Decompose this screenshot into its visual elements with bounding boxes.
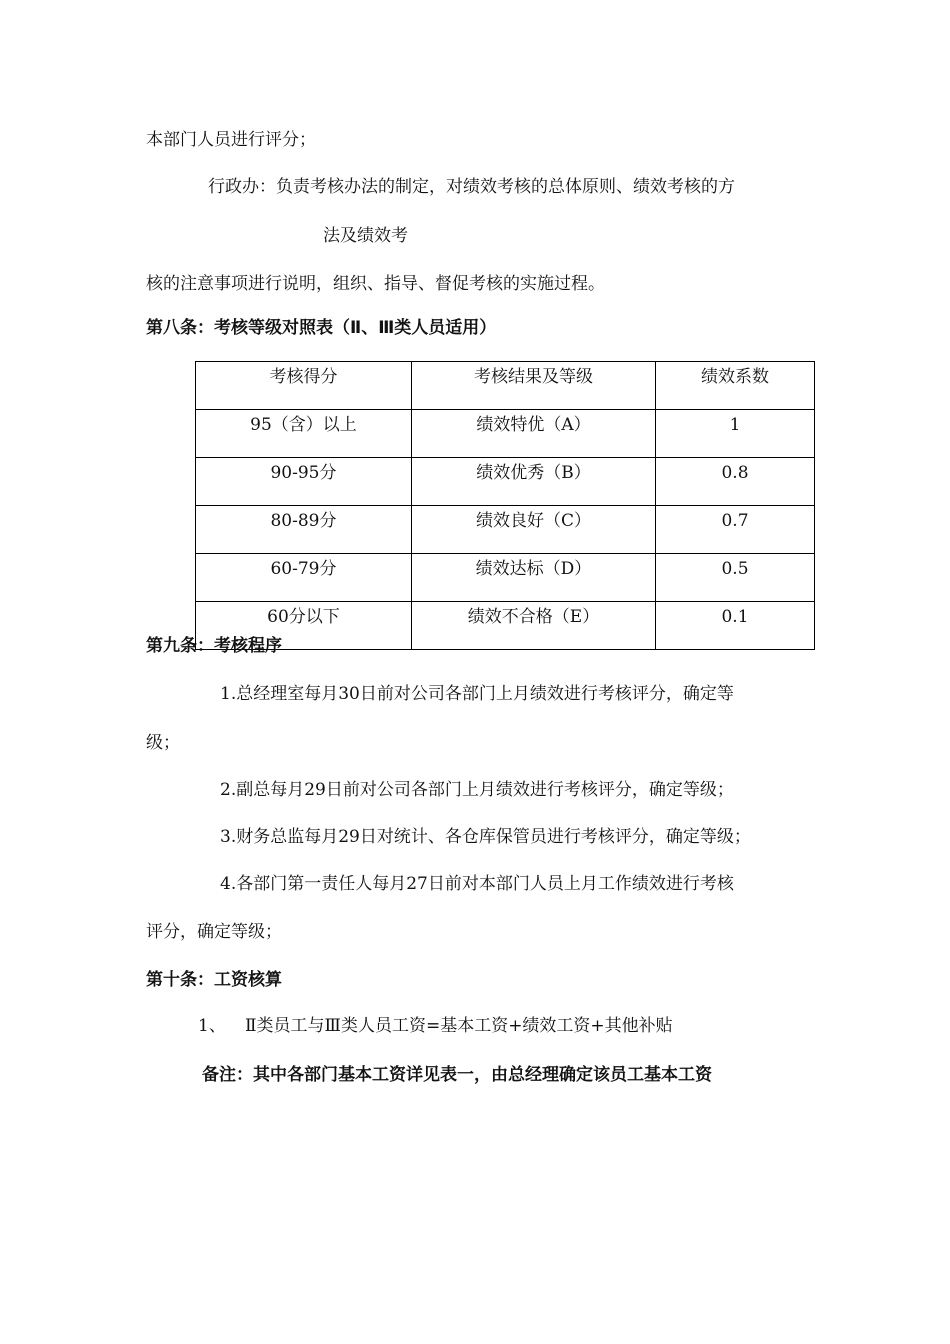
paragraph-text: 法及绩效考 <box>323 226 408 246</box>
table-cell: 60分以下 <box>196 602 412 650</box>
table-cell: 90-95分 <box>196 458 412 506</box>
table-cell: 80-89分 <box>196 506 412 554</box>
paragraph-text: 核的注意事项进行说明，组织、指导、督促考核的实施过程。 <box>146 274 605 294</box>
list-item-text: 3.财务总监每月29日对统计、各仓库保管员进行考核评分，确定等级； <box>220 827 751 847</box>
section-heading-article-10: 第十条：工资核算 <box>146 970 282 990</box>
table-cell: 60-79分 <box>196 554 412 602</box>
table-cell: 0.8 <box>656 458 815 506</box>
table-row <box>196 602 815 650</box>
table-cell: 绩效达标（D） <box>412 554 656 602</box>
table-cell: 绩效优秀（B） <box>412 458 656 506</box>
grade-table <box>195 361 815 650</box>
table-header-cell: 考核结果及等级 <box>412 362 656 410</box>
table-cell: 0.1 <box>656 602 815 650</box>
table-cell: 0.5 <box>656 554 815 602</box>
table-cell: 绩效良好（C） <box>412 506 656 554</box>
table-cell: 绩效不合格（E） <box>412 602 656 650</box>
table-header-cell: 绩效系数 <box>656 362 815 410</box>
paragraph-text: 本部门人员进行评分； <box>146 130 316 150</box>
list-item-text: Ⅱ类员工与Ⅲ类人员工资=基本工资+绩效工资+其他补贴 <box>245 1016 673 1036</box>
table-cell: 95（含）以上 <box>196 410 412 458</box>
list-item-text: 2.副总每月29日前对公司各部门上月绩效进行考核评分，确定等级； <box>220 780 734 800</box>
list-item-number: 1、 <box>198 1016 226 1036</box>
table-row <box>196 458 815 506</box>
note-text: 备注：其中各部门基本工资详见表一，由总经理确定该员工基本工资 <box>202 1065 712 1085</box>
table-cell: 0.7 <box>656 506 815 554</box>
table-cell: 1 <box>656 410 815 458</box>
list-item-text: 级； <box>146 733 180 753</box>
table-header-row <box>196 362 815 410</box>
table-row <box>196 506 815 554</box>
table-row <box>196 554 815 602</box>
list-item-text: 评分，确定等级； <box>146 922 282 942</box>
list-item-text: 4.各部门第一责任人每月27日前对本部门人员上月工作绩效进行考核 <box>220 874 734 894</box>
list-item-text: 1.总经理室每月30日前对公司各部门上月绩效进行考核评分，确定等 <box>220 684 734 704</box>
section-heading-article-9: 第九条：考核程序 <box>146 636 282 656</box>
table-row <box>196 410 815 458</box>
table-cell: 绩效特优（A） <box>412 410 656 458</box>
table-header-cell: 考核得分 <box>196 362 412 410</box>
section-heading-article-8: 第八条：考核等级对照表（Ⅱ、Ⅲ类人员适用） <box>146 318 497 338</box>
paragraph-text: 行政办：负责考核办法的制定，对绩效考核的总体原则、绩效考核的方 <box>208 177 735 197</box>
